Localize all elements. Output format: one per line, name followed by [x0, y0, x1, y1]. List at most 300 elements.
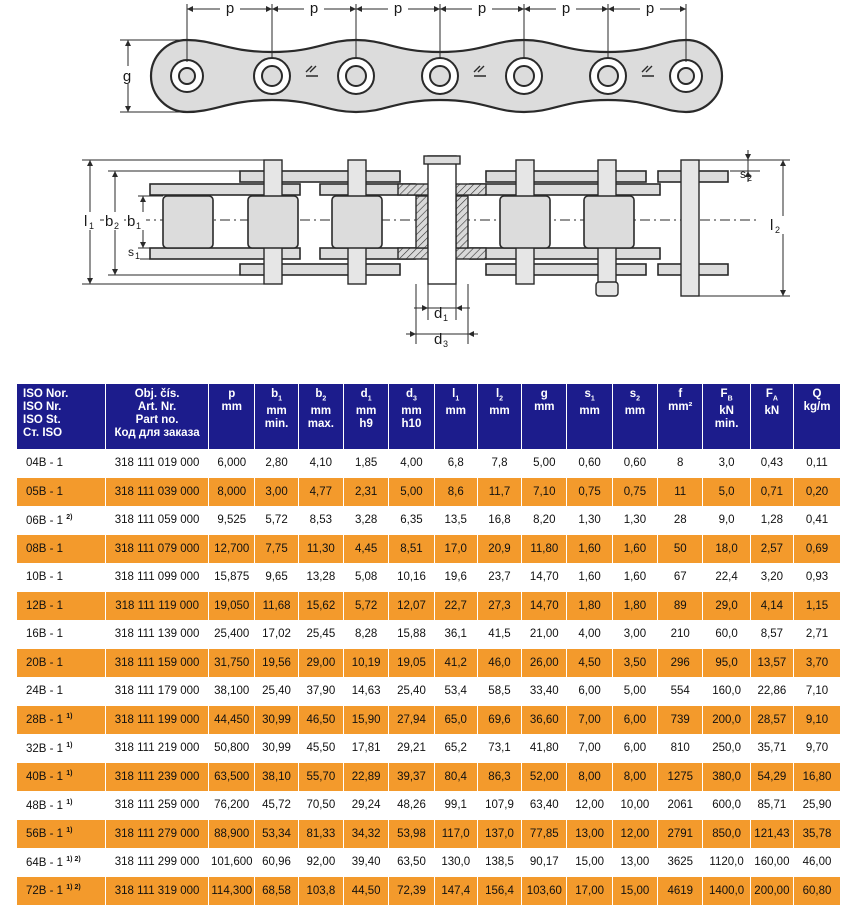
- value-cell: 1400,0: [703, 877, 750, 906]
- part-number-cell: 318 111 179 000: [106, 677, 209, 706]
- value-cell: 0,93: [794, 563, 840, 592]
- value-cell: 15,875: [209, 563, 255, 592]
- value-cell: 850,0: [703, 820, 750, 849]
- value-cell: 103,8: [298, 877, 343, 906]
- pitch-label: p: [309, 0, 319, 17]
- part-number-cell: 318 111 199 000: [106, 706, 209, 735]
- value-cell: 19,050: [209, 592, 255, 621]
- value-cell: 17,00: [567, 877, 612, 906]
- iso-code-cell: 05B - 1: [17, 478, 106, 507]
- part-number-cell: 318 111 099 000: [106, 563, 209, 592]
- value-cell: 3,28: [343, 506, 388, 535]
- value-cell: 2,80: [255, 449, 298, 478]
- value-cell: 15,00: [612, 877, 657, 906]
- pitch-label: p: [645, 0, 655, 17]
- part-number-cell: 318 111 239 000: [106, 763, 209, 792]
- value-cell: 52,00: [522, 763, 567, 792]
- value-cell: 8,00: [567, 763, 612, 792]
- iso-code-cell: 20B - 1: [17, 649, 106, 678]
- footnote-marker: 1): [66, 770, 73, 778]
- value-cell: 3,0: [703, 449, 750, 478]
- value-cell: 65,2: [434, 734, 477, 763]
- value-cell: 68,58: [255, 877, 298, 906]
- value-cell: 22,4: [703, 563, 750, 592]
- value-cell: 44,450: [209, 706, 255, 735]
- chain-spec-table: [17, 384, 840, 905]
- value-cell: 21,00: [522, 620, 567, 649]
- value-cell: 41,2: [434, 649, 477, 678]
- table-row: [17, 763, 840, 792]
- value-cell: 0,41: [794, 506, 840, 535]
- d3-sub: 3: [443, 339, 449, 349]
- pitch-label: p: [393, 0, 403, 17]
- value-cell: 23,7: [477, 563, 521, 592]
- value-cell: 46,50: [298, 706, 343, 735]
- value-cell: 27,3: [477, 592, 521, 621]
- value-cell: 210: [658, 620, 703, 649]
- part-number-cell: 318 111 079 000: [106, 535, 209, 564]
- value-cell: 25,40: [389, 677, 434, 706]
- value-cell: 63,500: [209, 763, 255, 792]
- value-cell: 130,0: [434, 848, 477, 877]
- value-cell: 18,0: [703, 535, 750, 564]
- value-cell: 38,10: [255, 763, 298, 792]
- value-cell: 35,78: [794, 820, 840, 849]
- s1-label: s: [128, 245, 134, 259]
- value-cell: 739: [658, 706, 703, 735]
- l1-label: l: [84, 213, 88, 230]
- iso-code-cell: 12B - 1: [17, 592, 106, 621]
- value-cell: 0,43: [750, 449, 793, 478]
- value-cell: 15,90: [343, 706, 388, 735]
- value-cell: 1,60: [567, 535, 612, 564]
- b1-label: b: [127, 213, 136, 230]
- value-cell: 46,0: [477, 649, 521, 678]
- column-header: $l_2$ mm: [477, 384, 521, 449]
- value-cell: 810: [658, 734, 703, 763]
- value-cell: 22,89: [343, 763, 388, 792]
- value-cell: 4,00: [389, 449, 434, 478]
- value-cell: 4,14: [750, 592, 793, 621]
- value-cell: 8,53: [298, 506, 343, 535]
- iso-code-cell: 40B - 1 $^{1)}$: [17, 763, 106, 792]
- value-cell: 53,34: [255, 820, 298, 849]
- value-cell: 2,31: [343, 478, 388, 507]
- value-cell: 48,26: [389, 791, 434, 820]
- value-cell: 8: [658, 449, 703, 478]
- value-cell: 250,0: [703, 734, 750, 763]
- value-cell: 0,75: [612, 478, 657, 507]
- value-cell: 13,28: [298, 563, 343, 592]
- value-cell: 12,700: [209, 535, 255, 564]
- value-cell: 44,50: [343, 877, 388, 906]
- value-cell: 6,00: [612, 706, 657, 735]
- value-cell: 60,0: [703, 620, 750, 649]
- value-cell: 4,00: [567, 620, 612, 649]
- value-cell: 0,69: [794, 535, 840, 564]
- pitch-label: p: [477, 0, 487, 17]
- value-cell: 9,70: [794, 734, 840, 763]
- value-cell: 156,4: [477, 877, 521, 906]
- column-header: $l_1$ mm: [434, 384, 477, 449]
- value-cell: 46,00: [794, 848, 840, 877]
- value-cell: 1,30: [567, 506, 612, 535]
- g-label: g: [122, 68, 132, 85]
- value-cell: 15,00: [567, 848, 612, 877]
- value-cell: 103,60: [522, 877, 567, 906]
- value-cell: 58,5: [477, 677, 521, 706]
- value-cell: 30,99: [255, 734, 298, 763]
- s2-label: s: [740, 167, 746, 181]
- value-cell: 2,71: [794, 620, 840, 649]
- iso-code-cell: 56B - 1 $^{1)}$: [17, 820, 106, 849]
- iso-code-cell: 06B - 1 $^{2)}$: [17, 506, 106, 535]
- value-cell: 80,4: [434, 763, 477, 792]
- value-cell: 19,05: [389, 649, 434, 678]
- column-header: g mm: [522, 384, 567, 449]
- table-row: [17, 734, 840, 763]
- value-cell: 19,56: [255, 649, 298, 678]
- value-cell: 11,80: [522, 535, 567, 564]
- value-cell: 34,32: [343, 820, 388, 849]
- value-cell: 81,33: [298, 820, 343, 849]
- value-cell: 27,94: [389, 706, 434, 735]
- column-header: $b_2$ mm max.: [298, 384, 343, 449]
- value-cell: 76,200: [209, 791, 255, 820]
- value-cell: 90,17: [522, 848, 567, 877]
- value-cell: 0,71: [750, 478, 793, 507]
- value-cell: 11,30: [298, 535, 343, 564]
- value-cell: 554: [658, 677, 703, 706]
- value-cell: 160,00: [750, 848, 793, 877]
- iso-code-cell: 24B - 1: [17, 677, 106, 706]
- value-cell: 10,16: [389, 563, 434, 592]
- value-cell: 60,96: [255, 848, 298, 877]
- column-header: $d_1$ mm h9: [343, 384, 388, 449]
- table-row: [17, 706, 840, 735]
- table-row: [17, 563, 840, 592]
- value-cell: 53,4: [434, 677, 477, 706]
- value-cell: 4619: [658, 877, 703, 906]
- b2-label: b: [105, 213, 114, 230]
- value-cell: 63,50: [389, 848, 434, 877]
- iso-code-cell: 28B - 1 $^{1)}$: [17, 706, 106, 735]
- value-cell: 8,57: [750, 620, 793, 649]
- value-cell: 5,72: [255, 506, 298, 535]
- iso-code-cell: 64B - 1 $^{1) 2)}$: [17, 848, 106, 877]
- s2-sub: 2: [747, 173, 753, 183]
- b1-sub: 1: [136, 221, 142, 231]
- value-cell: 5,00: [612, 677, 657, 706]
- part-number-cell: 318 111 139 000: [106, 620, 209, 649]
- value-cell: 13,00: [567, 820, 612, 849]
- b2-sub: 2: [114, 221, 120, 231]
- table-row: [17, 877, 840, 906]
- value-cell: 1,80: [612, 592, 657, 621]
- pitch-label: p: [561, 0, 571, 17]
- value-cell: 29,21: [389, 734, 434, 763]
- iso-code-cell: 10B - 1: [17, 563, 106, 592]
- l1-sub: 1: [89, 221, 95, 231]
- value-cell: 1,80: [567, 592, 612, 621]
- l2-sub: 2: [775, 225, 781, 235]
- chain-top-view: [118, 0, 722, 112]
- value-cell: 17,81: [343, 734, 388, 763]
- value-cell: 5,00: [389, 478, 434, 507]
- value-cell: 12,00: [567, 791, 612, 820]
- value-cell: 7,10: [794, 677, 840, 706]
- part-number-cell: 318 111 219 000: [106, 734, 209, 763]
- table-row: [17, 535, 840, 564]
- column-header: Obj. čís. Art. Nr. Part no. Код для заказа: [106, 384, 209, 449]
- value-cell: 1,28: [750, 506, 793, 535]
- value-cell: 8,28: [343, 620, 388, 649]
- value-cell: 8,51: [389, 535, 434, 564]
- table-header-row: [17, 384, 840, 449]
- value-cell: 45,72: [255, 791, 298, 820]
- value-cell: 55,70: [298, 763, 343, 792]
- table-row: [17, 506, 840, 535]
- value-cell: 3625: [658, 848, 703, 877]
- value-cell: 45,50: [298, 734, 343, 763]
- value-cell: 2791: [658, 820, 703, 849]
- value-cell: 35,71: [750, 734, 793, 763]
- value-cell: 3,70: [794, 649, 840, 678]
- value-cell: 147,4: [434, 877, 477, 906]
- value-cell: 5,72: [343, 592, 388, 621]
- value-cell: 11,68: [255, 592, 298, 621]
- value-cell: 14,70: [522, 563, 567, 592]
- value-cell: 25,45: [298, 620, 343, 649]
- value-cell: 22,86: [750, 677, 793, 706]
- value-cell: 5,08: [343, 563, 388, 592]
- value-cell: 39,37: [389, 763, 434, 792]
- iso-code-cell: 72B - 1 $^{1) 2)}$: [17, 877, 106, 906]
- iso-code-cell: 04B - 1: [17, 449, 106, 478]
- value-cell: 121,43: [750, 820, 793, 849]
- value-cell: 29,00: [298, 649, 343, 678]
- value-cell: 5,00: [522, 449, 567, 478]
- value-cell: 137,0: [477, 820, 521, 849]
- part-number-cell: 318 111 059 000: [106, 506, 209, 535]
- value-cell: 70,50: [298, 791, 343, 820]
- column-header: $s_2$ mm: [612, 384, 657, 449]
- value-cell: 89: [658, 592, 703, 621]
- value-cell: 3,00: [612, 620, 657, 649]
- value-cell: 38,100: [209, 677, 255, 706]
- value-cell: 17,02: [255, 620, 298, 649]
- value-cell: 7,10: [522, 478, 567, 507]
- table-row: [17, 620, 840, 649]
- value-cell: 4,50: [567, 649, 612, 678]
- s1-sub: 1: [135, 251, 141, 261]
- value-cell: 6,00: [612, 734, 657, 763]
- value-cell: 25,40: [255, 677, 298, 706]
- value-cell: 28: [658, 506, 703, 535]
- value-cell: 6,00: [567, 677, 612, 706]
- column-header: p mm: [209, 384, 255, 449]
- value-cell: 7,00: [567, 734, 612, 763]
- value-cell: 16,8: [477, 506, 521, 535]
- value-cell: 88,900: [209, 820, 255, 849]
- value-cell: 37,90: [298, 677, 343, 706]
- value-cell: 41,5: [477, 620, 521, 649]
- l2-label: l: [770, 217, 774, 234]
- value-cell: 60,80: [794, 877, 840, 906]
- d1-sub: 1: [443, 313, 449, 323]
- value-cell: 85,71: [750, 791, 793, 820]
- value-cell: 14,70: [522, 592, 567, 621]
- footnote-marker: 1): [66, 741, 73, 749]
- value-cell: 3,20: [750, 563, 793, 592]
- value-cell: 17,0: [434, 535, 477, 564]
- footnote-marker: 1): [66, 827, 73, 835]
- value-cell: 77,85: [522, 820, 567, 849]
- iso-code-cell: 08B - 1: [17, 535, 106, 564]
- part-number-cell: 318 111 019 000: [106, 449, 209, 478]
- part-number-cell: 318 111 159 000: [106, 649, 209, 678]
- column-header: Q kg/m: [794, 384, 840, 449]
- value-cell: 8,000: [209, 478, 255, 507]
- value-cell: 63,40: [522, 791, 567, 820]
- value-cell: 12,07: [389, 592, 434, 621]
- value-cell: 101,600: [209, 848, 255, 877]
- iso-code-cell: 48B - 1 $^{1)}$: [17, 791, 106, 820]
- value-cell: 86,3: [477, 763, 521, 792]
- value-cell: 8,20: [522, 506, 567, 535]
- value-cell: 9,10: [794, 706, 840, 735]
- value-cell: 33,40: [522, 677, 567, 706]
- iso-code-cell: 16B - 1: [17, 620, 106, 649]
- part-number-cell: 318 111 299 000: [106, 848, 209, 877]
- value-cell: 9,525: [209, 506, 255, 535]
- value-cell: 107,9: [477, 791, 521, 820]
- value-cell: 11,7: [477, 478, 521, 507]
- value-cell: 2,57: [750, 535, 793, 564]
- chain-technical-drawing: [0, 0, 859, 370]
- table-row: [17, 820, 840, 849]
- value-cell: 13,57: [750, 649, 793, 678]
- table-row: [17, 478, 840, 507]
- value-cell: 29,0: [703, 592, 750, 621]
- value-cell: 72,39: [389, 877, 434, 906]
- value-cell: 65,0: [434, 706, 477, 735]
- value-cell: 600,0: [703, 791, 750, 820]
- chain-side-view: [82, 150, 790, 349]
- value-cell: 53,98: [389, 820, 434, 849]
- value-cell: 25,90: [794, 791, 840, 820]
- footnote-marker: 1) 2): [66, 855, 81, 863]
- value-cell: 7,00: [567, 706, 612, 735]
- part-number-cell: 318 111 279 000: [106, 820, 209, 849]
- value-cell: 39,40: [343, 848, 388, 877]
- value-cell: 26,00: [522, 649, 567, 678]
- d3-label: d: [434, 331, 443, 348]
- value-cell: 6,000: [209, 449, 255, 478]
- column-header: $d_3$ mm h10: [389, 384, 434, 449]
- value-cell: 0,60: [612, 449, 657, 478]
- value-cell: 8,00: [612, 763, 657, 792]
- pitch-label: p: [225, 0, 235, 17]
- value-cell: 9,0: [703, 506, 750, 535]
- part-number-cell: 318 111 319 000: [106, 877, 209, 906]
- value-cell: 200,00: [750, 877, 793, 906]
- table-row: [17, 649, 840, 678]
- column-header: $b_1$ mm min.: [255, 384, 298, 449]
- column-header: f mm²: [658, 384, 703, 449]
- value-cell: 380,0: [703, 763, 750, 792]
- value-cell: 1275: [658, 763, 703, 792]
- footnote-marker: 1): [66, 798, 73, 806]
- value-cell: 54,29: [750, 763, 793, 792]
- value-cell: 1,60: [612, 563, 657, 592]
- footnote-marker: 1): [66, 713, 73, 721]
- value-cell: 41,80: [522, 734, 567, 763]
- value-cell: 14,63: [343, 677, 388, 706]
- value-cell: 4,45: [343, 535, 388, 564]
- footnote-marker: 1) 2): [66, 884, 81, 892]
- value-cell: 200,0: [703, 706, 750, 735]
- value-cell: 1,30: [612, 506, 657, 535]
- value-cell: 1,60: [567, 563, 612, 592]
- value-cell: 4,10: [298, 449, 343, 478]
- value-cell: 22,7: [434, 592, 477, 621]
- value-cell: 114,300: [209, 877, 255, 906]
- value-cell: 36,60: [522, 706, 567, 735]
- value-cell: 50,800: [209, 734, 255, 763]
- value-cell: 6,35: [389, 506, 434, 535]
- iso-code-cell: 32B - 1 $^{1)}$: [17, 734, 106, 763]
- value-cell: 11: [658, 478, 703, 507]
- value-cell: 25,400: [209, 620, 255, 649]
- value-cell: 1,60: [612, 535, 657, 564]
- column-header: $F_A$ kN: [750, 384, 793, 449]
- d1-label: d: [434, 305, 443, 322]
- column-header: $s_1$ mm: [567, 384, 612, 449]
- value-cell: 1120,0: [703, 848, 750, 877]
- value-cell: 0,20: [794, 478, 840, 507]
- value-cell: 31,750: [209, 649, 255, 678]
- value-cell: 117,0: [434, 820, 477, 849]
- value-cell: 95,0: [703, 649, 750, 678]
- value-cell: 1,85: [343, 449, 388, 478]
- column-header: $F_B$ kN min.: [703, 384, 750, 449]
- value-cell: 29,24: [343, 791, 388, 820]
- value-cell: 99,1: [434, 791, 477, 820]
- value-cell: 19,6: [434, 563, 477, 592]
- value-cell: 16,80: [794, 763, 840, 792]
- value-cell: 9,65: [255, 563, 298, 592]
- value-cell: 10,00: [612, 791, 657, 820]
- value-cell: 69,6: [477, 706, 521, 735]
- value-cell: 2061: [658, 791, 703, 820]
- table-row: [17, 677, 840, 706]
- value-cell: 92,00: [298, 848, 343, 877]
- value-cell: 1,15: [794, 592, 840, 621]
- value-cell: 73,1: [477, 734, 521, 763]
- part-number-cell: 318 111 039 000: [106, 478, 209, 507]
- value-cell: 4,77: [298, 478, 343, 507]
- table-row: [17, 791, 840, 820]
- value-cell: 0,75: [567, 478, 612, 507]
- value-cell: 36,1: [434, 620, 477, 649]
- value-cell: 6,8: [434, 449, 477, 478]
- footnote-marker: 2): [66, 513, 73, 521]
- value-cell: 138,5: [477, 848, 521, 877]
- value-cell: 13,00: [612, 848, 657, 877]
- value-cell: 296: [658, 649, 703, 678]
- part-number-cell: 318 111 259 000: [106, 791, 209, 820]
